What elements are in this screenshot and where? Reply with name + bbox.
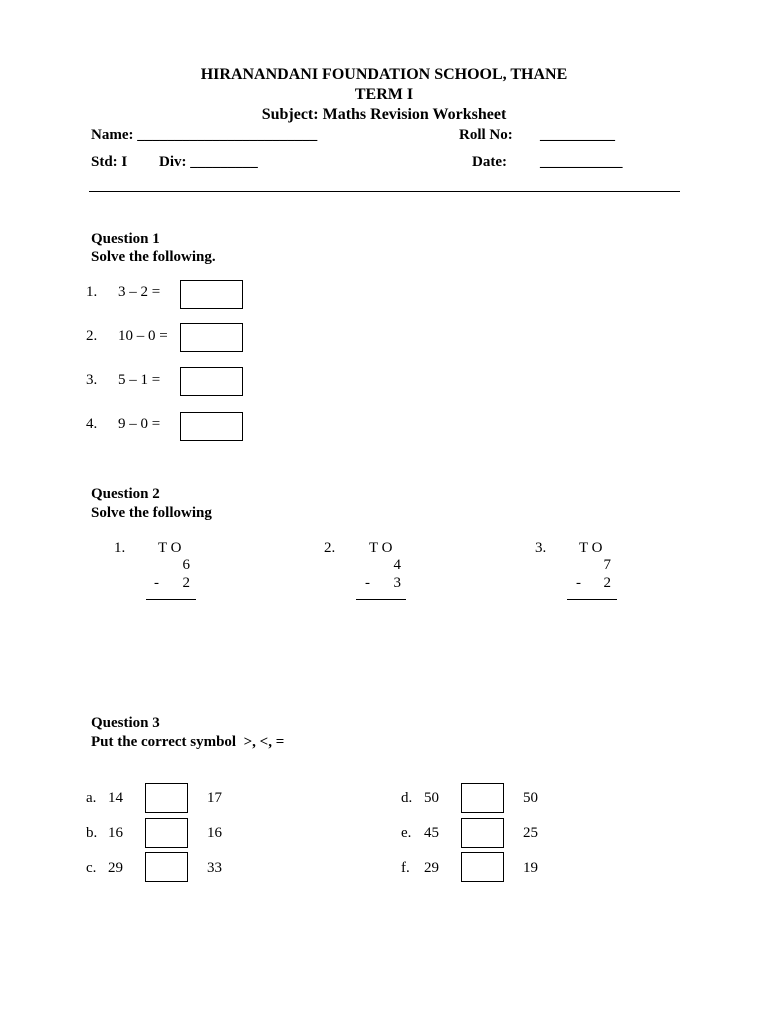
date-field[interactable]: ___________ [540, 154, 623, 170]
header-divider [89, 191, 680, 192]
school-name: HIRANANDANI FOUNDATION SCHOOL, THANE [200, 66, 568, 83]
q1-answer-box[interactable] [180, 280, 243, 309]
q2-minus-sign: - [154, 575, 159, 591]
q3-title: Question 3 [91, 715, 160, 731]
q3-right-number: 16 [207, 825, 222, 841]
q2-bottom-number: 2 [603, 575, 611, 591]
q2-answer-line[interactable] [146, 599, 196, 600]
q3-item-label: f. [401, 860, 410, 876]
q2-problem-number: 1. [114, 540, 126, 556]
q2-answer-line[interactable] [356, 599, 406, 600]
q2-bottom-number: 2 [182, 575, 190, 591]
div-field[interactable]: Div: _________ [159, 154, 258, 170]
name-field[interactable]: Name: ________________________ [91, 127, 318, 143]
q1-item-number: 1. [86, 284, 98, 300]
q3-left-number: 50 [424, 790, 439, 806]
q1-item-expression: 3 – 2 = [118, 284, 161, 300]
q1-instruction: Solve the following. [91, 249, 216, 265]
q1-item-number: 3. [86, 372, 98, 388]
q3-left-number: 29 [108, 860, 123, 876]
q2-top-number: 7 [603, 557, 611, 573]
q2-minus-sign: - [365, 575, 370, 591]
q3-item-label: b. [86, 825, 98, 841]
q3-symbol-box[interactable] [461, 818, 504, 848]
q2-tens-ones-header: T O [369, 540, 393, 556]
q3-left-number: 16 [108, 825, 123, 841]
roll-no-field[interactable]: __________ [540, 127, 615, 143]
q1-item-expression: 10 – 0 = [118, 328, 168, 344]
q3-item-label: d. [401, 790, 413, 806]
q3-symbol-box[interactable] [145, 818, 188, 848]
q1-item-number: 4. [86, 416, 98, 432]
q3-item-label: c. [86, 860, 97, 876]
q1-answer-box[interactable] [180, 367, 243, 396]
q1-answer-box[interactable] [180, 323, 243, 352]
q2-bottom-number: 3 [393, 575, 401, 591]
q1-item-expression: 5 – 1 = [118, 372, 161, 388]
q2-instruction: Solve the following [91, 505, 212, 521]
date-label: Date: [472, 154, 507, 170]
q3-left-number: 45 [424, 825, 439, 841]
q2-tens-ones-header: T O [158, 540, 182, 556]
q2-title: Question 2 [91, 486, 160, 502]
q2-tens-ones-header: T O [579, 540, 603, 556]
q1-item-expression: 9 – 0 = [118, 416, 161, 432]
q3-symbol-box[interactable] [461, 852, 504, 882]
q2-answer-line[interactable] [567, 599, 617, 600]
q3-item-label: a. [86, 790, 97, 806]
q3-item-label: e. [401, 825, 412, 841]
q3-left-number: 14 [108, 790, 123, 806]
q3-right-number: 25 [523, 825, 538, 841]
q3-left-number: 29 [424, 860, 439, 876]
q3-right-number: 17 [207, 790, 222, 806]
q3-right-number: 33 [207, 860, 222, 876]
q3-right-number: 19 [523, 860, 538, 876]
q3-symbol-box[interactable] [461, 783, 504, 813]
q1-title: Question 1 [91, 231, 160, 247]
term-title: TERM I [354, 86, 414, 103]
q2-problem-number: 2. [324, 540, 336, 556]
subject-title: Subject: Maths Revision Worksheet [261, 106, 507, 123]
q3-instruction: Put the correct symbol >, <, = [91, 734, 285, 750]
q3-symbol-box[interactable] [145, 852, 188, 882]
roll-no-label: Roll No: [459, 127, 513, 143]
q2-top-number: 4 [393, 557, 401, 573]
q3-symbol-box[interactable] [145, 783, 188, 813]
q2-minus-sign: - [576, 575, 581, 591]
q2-top-number: 6 [182, 557, 190, 573]
std-label: Std: I [91, 154, 128, 170]
q1-answer-box[interactable] [180, 412, 243, 441]
q2-problem-number: 3. [535, 540, 547, 556]
q1-item-number: 2. [86, 328, 98, 344]
q3-right-number: 50 [523, 790, 538, 806]
